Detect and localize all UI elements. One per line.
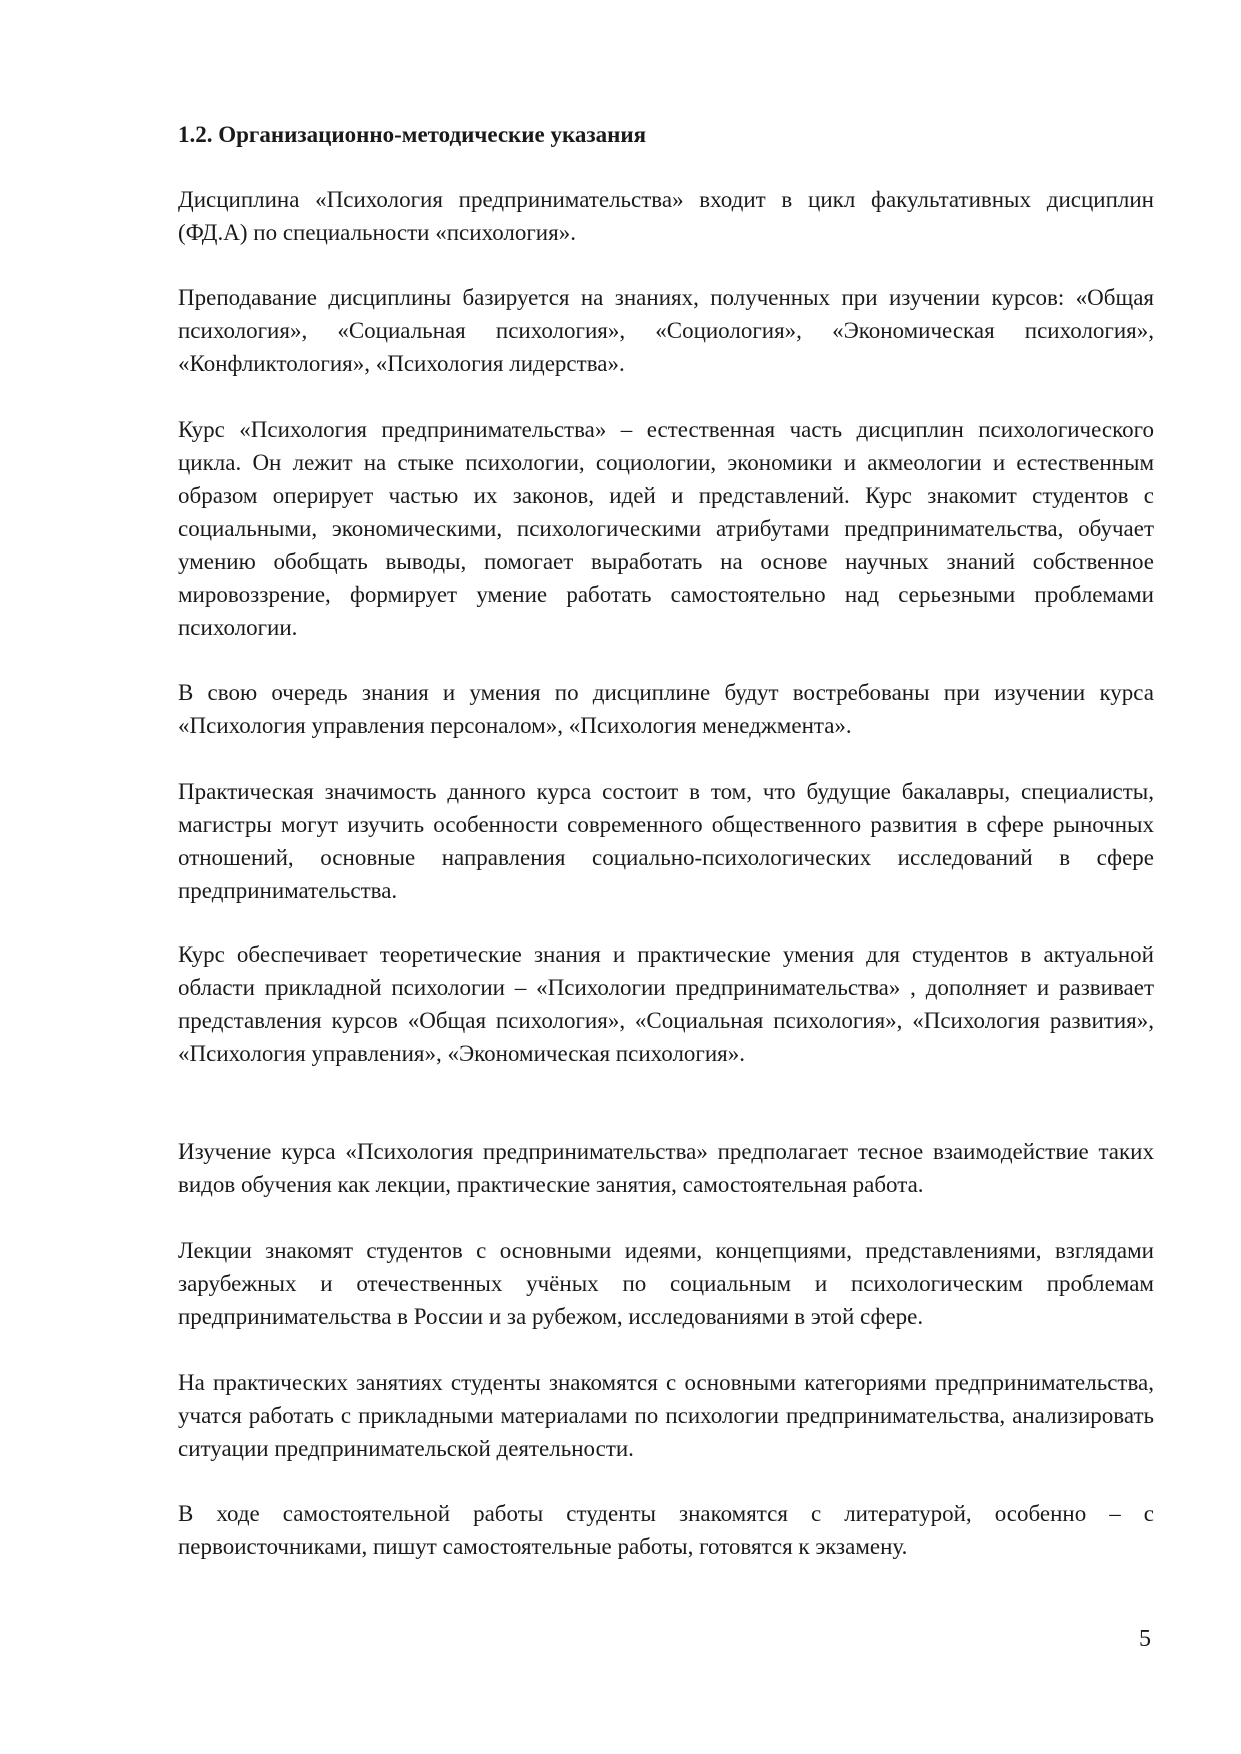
paragraph-study-forms: Изучение курса «Психология предпринимательства» предполагает тесное взаимодействие таких видов обучения как лекции, практические занятия, самостоятельная работа.: [178, 1139, 1154, 1197]
paragraph-independent-work: В ходе самостоятельной работы студенты знакомятся с литературой, особенно – с первоисточниками, пишут самостоятельные работы, готовятся к экзамену.: [178, 1501, 1154, 1559]
section-heading: 1.2. Организационно-методические указания: [178, 122, 647, 147]
paragraph-course-description: Курс «Психология предпринимательства» – естественная часть дисциплин психологического цикла. Он лежит на стыке психологии, социологии, экономики и акмеологии и естественным образом оперирует частью их законов, идей и представлений. Курс знакомит студентов с социальными, экономическими, психологическими атрибутами предпринимательства, обучает умению обобщать выводы, помогает выработать на основе научных знаний собственное мировоззрение, формирует умение работать самостоятельно над серьезными проблемами психологии.: [178, 417, 1154, 640]
paragraph-course-provides: Курс обеспечивает теоретические знания и практические умения для студентов в актуальной области прикладной психологии – «Психологии предпринимательства» , дополняет и развивает представления курсов «Общая психология», «Социальная психология», «Психология развития», «Психология управления», «Экономическая психология».: [178, 942, 1154, 1066]
paragraph-practical-significance: Практическая значимость данного курса состоит в том, что будущие бакалавры, специалисты, магистры могут изучить особенности современного общественного развития в сфере рыночных отношений, основные направления социально-психологических исследований в сфере предпринимательства.: [178, 779, 1154, 903]
paragraph-discipline-intro: Дисциплина «Психология предпринимательства» входит в цикл факультативных дисциплин (ФД.А) по специальности «психология».: [178, 187, 1154, 245]
paragraph-prerequisite-courses: Преподавание дисциплины базируется на знаниях, полученных при изучении курсов: «Общая психология», «Социальная психология», «Социология», «Экономическая психология», «Конфликтология», «Психология лидерства».: [178, 285, 1154, 376]
page-number: 5: [1139, 1626, 1151, 1652]
paragraph-lectures: Лекции знакомят студентов с основными идеями, концепциями, представлениями, взглядами зарубежных и отечественных учёных по социальным и психологическим проблемам предпринимательства в России и за рубежом, исследованиями в этой сфере.: [178, 1238, 1154, 1329]
paragraph-follow-up-courses: В свою очередь знания и умения по дисциплине будут востребованы при изучении курса «Психология управления персоналом», «Психология менеджмента».: [178, 680, 1154, 738]
paragraph-practical-classes: На практических занятиях студенты знакомятся с основными категориями предпринимательства, учатся работать с прикладными материалами по психологии предпринимательства, анализировать ситуации предпринимательской деятельности.: [178, 1370, 1154, 1461]
